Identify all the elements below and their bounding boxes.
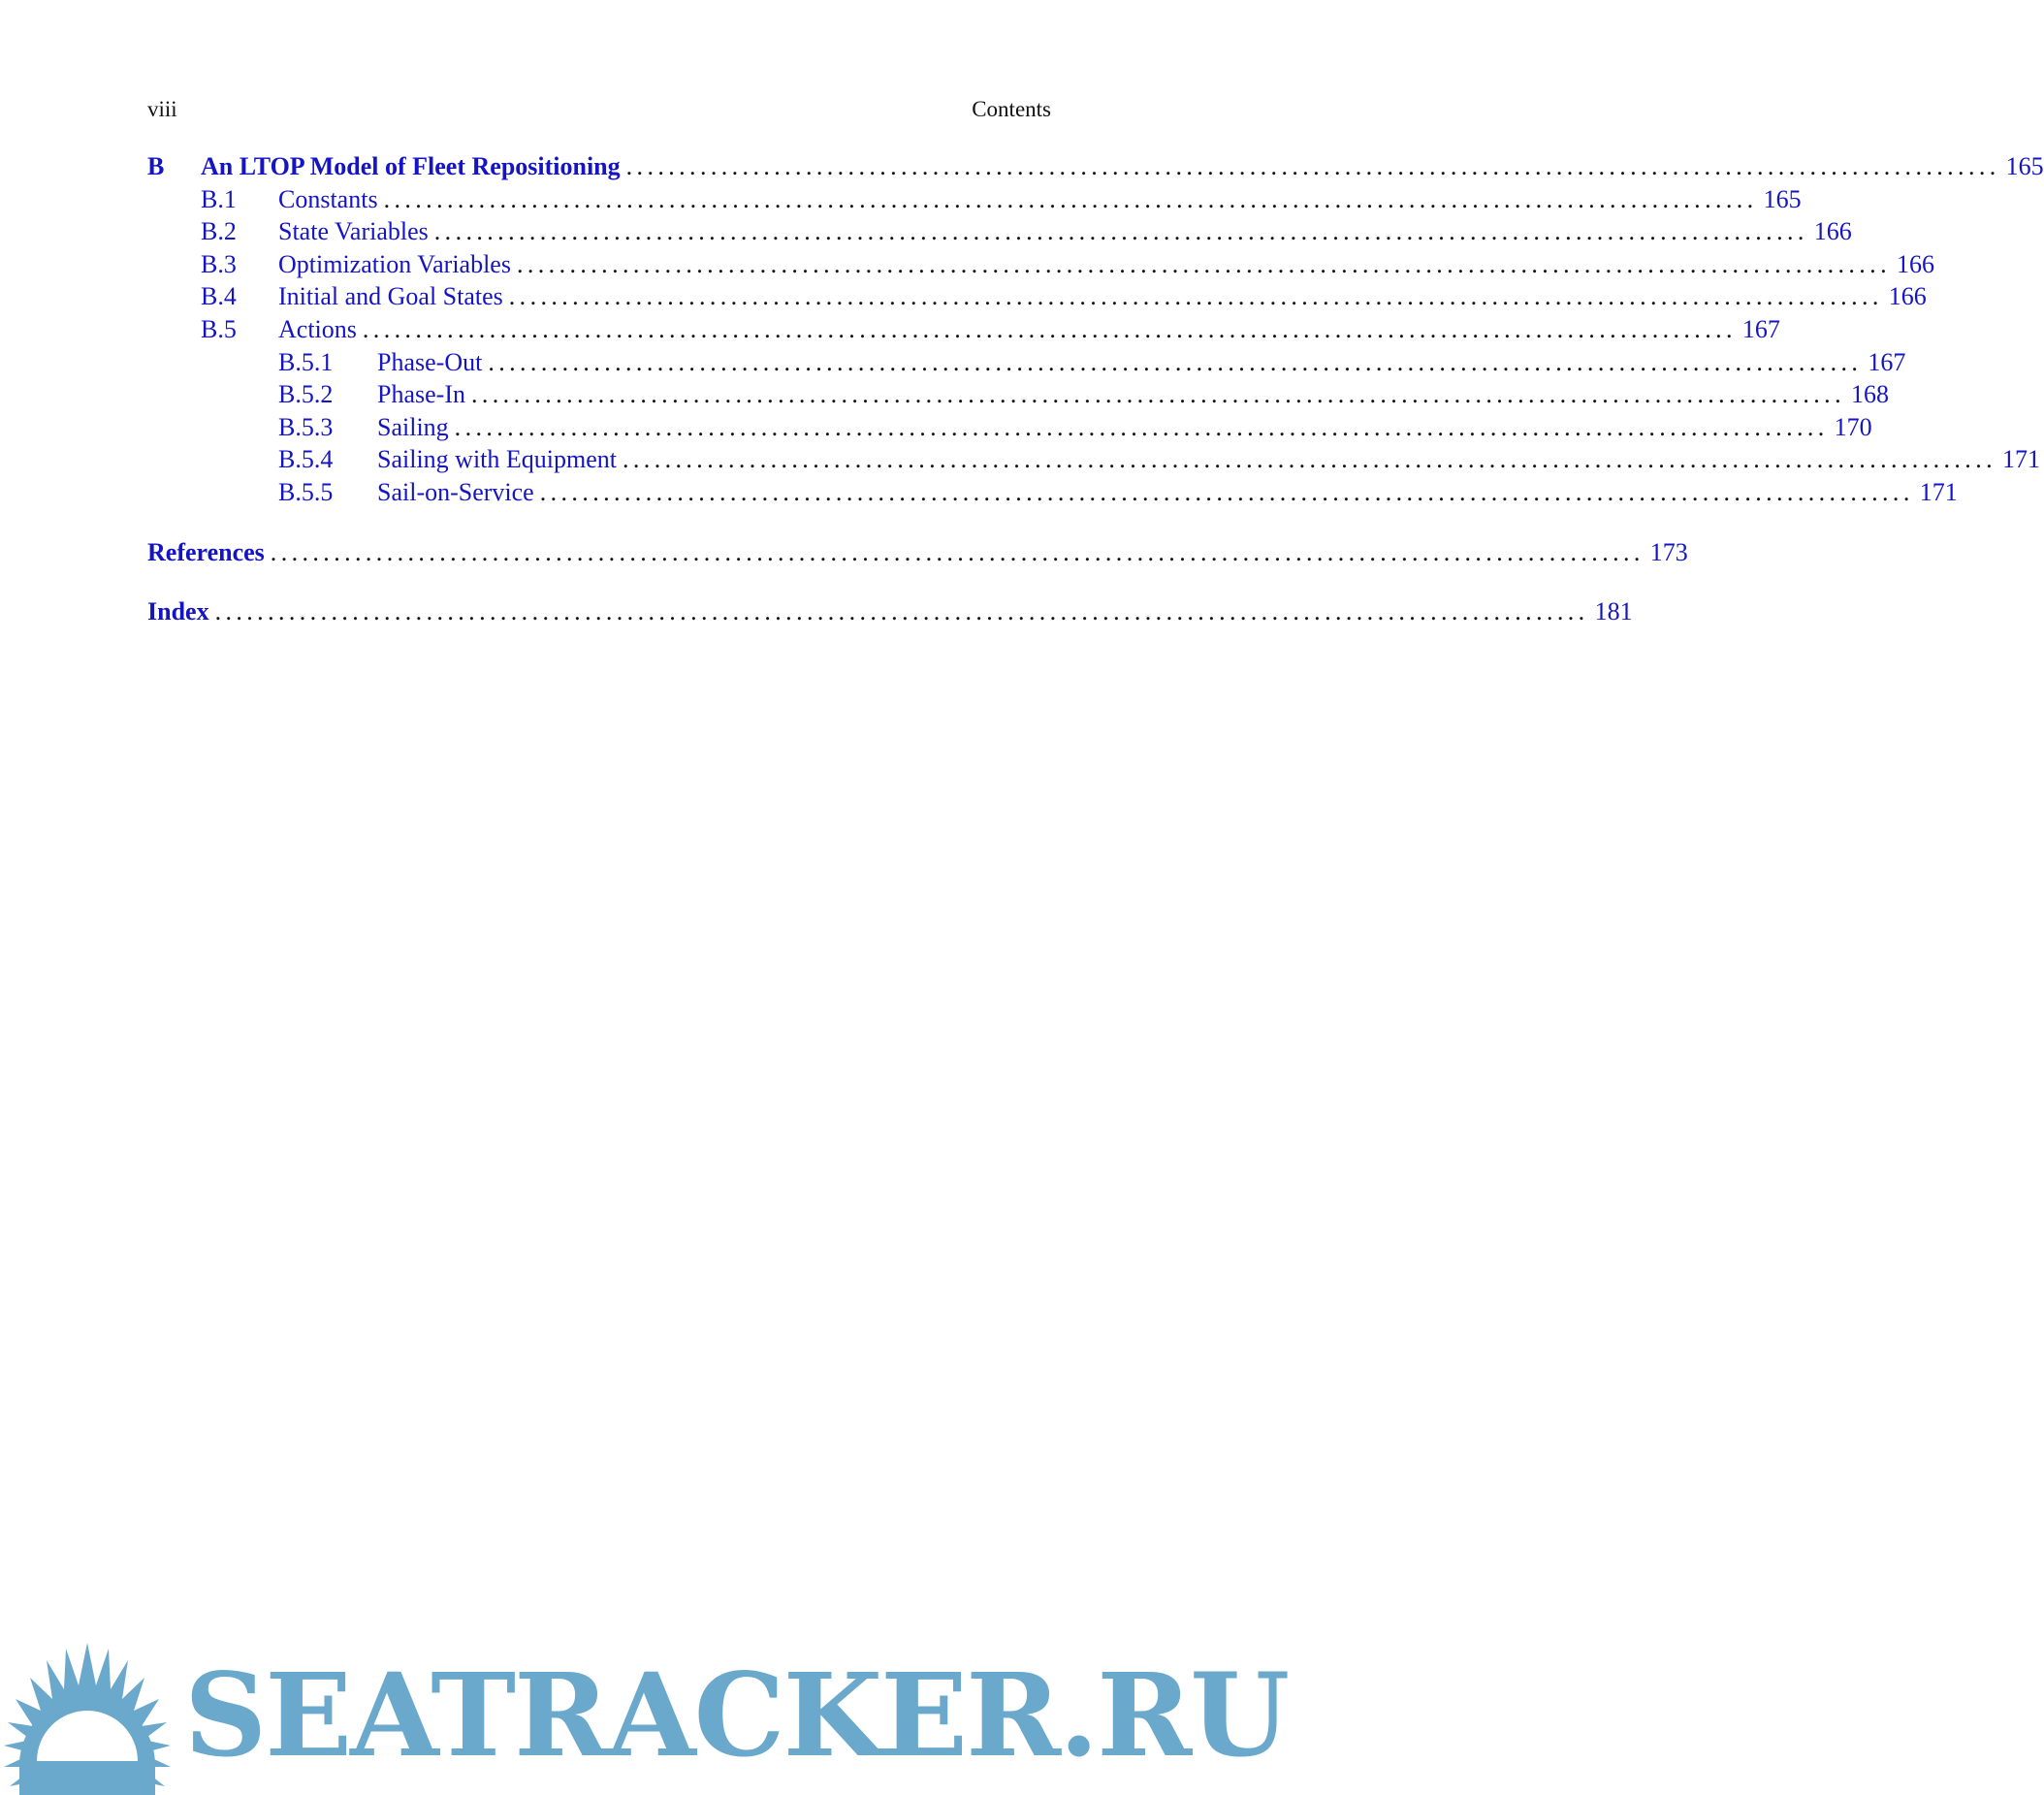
toc-entry-page: 173 xyxy=(1649,537,1688,566)
toc-entry-index[interactable] xyxy=(147,595,1633,628)
toc-entry-b5[interactable] xyxy=(147,313,1780,346)
toc-entry-title: Optimization Variables xyxy=(278,249,511,278)
toc-entry-page: 171 xyxy=(2002,445,2040,474)
table-of-contents xyxy=(147,150,2044,628)
dot-leader: .................................................................................................................................. xyxy=(508,282,1883,311)
dot-leader: .................................................................................................................................. xyxy=(488,347,1863,376)
toc-entry-title: Sailing with Equipment xyxy=(377,445,617,474)
toc-entry-title: Sail-on-Service xyxy=(377,477,534,506)
toc-entry-number: B.1 xyxy=(201,184,237,213)
spacer xyxy=(147,509,1051,536)
toc-entry-page: 166 xyxy=(1896,249,1934,278)
toc-entry-title: Initial and Goal States xyxy=(278,282,503,311)
dot-leader: .................................................................................................................................. xyxy=(362,314,1737,343)
toc-entry-page: 171 xyxy=(1919,477,1958,506)
toc-entry-chapter-b[interactable] xyxy=(147,150,2044,183)
toc-entry-b2[interactable] xyxy=(147,215,1852,248)
toc-entry-number: B.5.2 xyxy=(278,380,334,409)
toc-entry-page: 167 xyxy=(1741,314,1780,343)
spacer xyxy=(147,568,1051,595)
dot-leader: .................................................................................................................................. xyxy=(270,537,1645,566)
page-number: viii xyxy=(147,97,177,121)
dot-leader: .................................................................................................................................. xyxy=(470,380,1845,409)
toc-entry-title: Constants xyxy=(278,184,378,213)
dot-leader: .................................................................................................................................. xyxy=(625,152,2000,180)
running-head-section: Contents xyxy=(972,97,1051,121)
toc-entry-title: References xyxy=(147,537,265,566)
toc-entry-b54[interactable] xyxy=(147,443,2040,476)
toc-entry-b51[interactable] xyxy=(147,346,1906,379)
dot-leader: .................................................................................................................................. xyxy=(454,412,1829,441)
toc-entry-number: B.4 xyxy=(201,282,237,311)
toc-entry-page: 167 xyxy=(1868,347,1906,376)
dot-leader: .................................................................................................................................. xyxy=(539,477,1914,506)
toc-entry-page: 165 xyxy=(1763,184,1802,213)
dot-leader: .................................................................................................................................. xyxy=(383,184,1758,213)
toc-entry-references[interactable] xyxy=(147,536,1688,569)
toc-entry-page: 181 xyxy=(1594,597,1633,626)
toc-entry-page: 166 xyxy=(1813,217,1852,246)
dot-leader: .................................................................................................................................. xyxy=(214,597,1589,626)
toc-entry-b52[interactable] xyxy=(147,378,1889,411)
toc-entry-title: Index xyxy=(147,597,209,626)
toc-entry-b53[interactable] xyxy=(147,411,1872,444)
toc-entry-number: B.5.1 xyxy=(278,347,334,376)
toc-entry-title: State Variables xyxy=(278,217,429,246)
toc-entry-b1[interactable] xyxy=(147,183,1802,216)
toc-entry-page: 165 xyxy=(2005,152,2044,180)
toc-entry-title: Phase-Out xyxy=(377,347,483,376)
toc-entry-title: An LTOP Model of Fleet Repositioning xyxy=(201,152,621,180)
toc-entry-number: B.2 xyxy=(201,217,237,246)
toc-entry-title: Sailing xyxy=(377,412,449,441)
toc-entry-page: 168 xyxy=(1850,380,1889,409)
dot-leader: .................................................................................................................................. xyxy=(623,445,1996,474)
toc-entry-b3[interactable] xyxy=(147,248,1934,281)
running-head xyxy=(147,97,1051,126)
toc-entry-page: 170 xyxy=(1834,412,1872,441)
toc-entry-b4[interactable] xyxy=(147,280,1927,313)
toc-entry-number: B.5 xyxy=(201,314,237,343)
toc-entry-number: B.5.4 xyxy=(278,445,334,474)
toc-entry-number: B.3 xyxy=(201,249,237,278)
toc-entry-number: B.5.3 xyxy=(278,412,334,441)
toc-entry-b55[interactable] xyxy=(147,476,1958,509)
dot-leader: .................................................................................................................................. xyxy=(433,217,1808,246)
watermark-text: SEATRACKER.RU xyxy=(184,1648,1289,1782)
dot-leader: .................................................................................................................................. xyxy=(516,249,1891,278)
toc-entry-title: Actions xyxy=(278,314,357,343)
toc-entry-number: B.5.5 xyxy=(278,477,334,506)
toc-entry-title: Phase-In xyxy=(377,380,465,409)
toc-entry-page: 166 xyxy=(1888,282,1927,311)
toc-entry-number: B xyxy=(147,152,165,180)
